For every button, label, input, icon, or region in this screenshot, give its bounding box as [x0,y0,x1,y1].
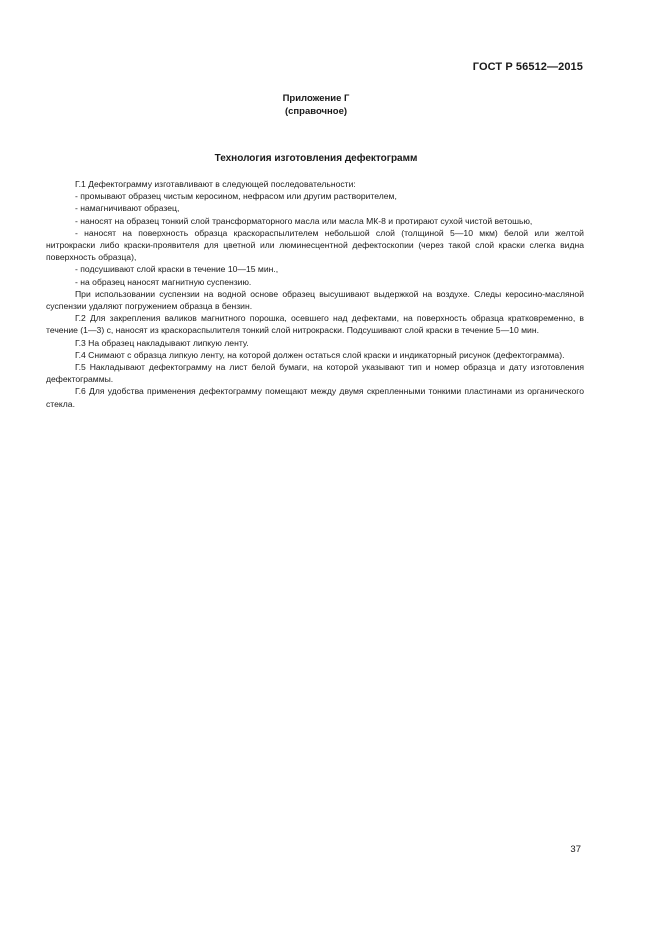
appendix-subtitle: (справочное) [284,106,348,117]
page-number: 37 [570,844,581,855]
paragraph: Г.2 Для закрепления валиков магнитного порошка, осевшего над дефектами, на поверхность образца кратковременно, в течение (1—3) с, наносят из краскораспылителя тонкий слой нитрокраски. Подсушивают слой краски в течение 5—10 мин. [46,313,584,336]
paragraph: Г.6 Для удобства применения дефектограмму помещают между двумя скрепленными тонкими пластинами из органического стекла. [46,386,584,409]
paragraph: Г.5 Накладывают дефектограмму на лист белой бумаги, на которой указывают тип и номер образца и дату изготовления дефектограммы. [46,362,584,385]
paragraph: - промывают образец чистым керосином, нефрасом или другим растворителем, [75,191,397,202]
paragraph: - подсушивают слой краски в течение 10—15 мин., [75,264,279,275]
document-number: ГОСТ Р 56512—2015 [472,61,583,73]
paragraph: Г.1 Дефектограмму изготавливают в следующей последовательности: [75,179,356,189]
paragraph: Г.4 Снимают с образца липкую ленту, на которой должен остаться слой краски и индикаторный рисунок (дефектограмма). [75,349,565,360]
paragraph: - наносят на поверхность образца краскораспылителем небольшой слой (толщиной 5—10 мкм) белой или желтой нитрокраски либо краски-проявителя для цветной или люминесцентной дефектоскопии (через такой слой краски слегка видна поверхность образца), [46,227,584,263]
body-text [46,178,584,410]
paragraph: - на образец наносят магнитную суспензию. [75,276,252,287]
appendix-heading [0,92,632,118]
paragraph: При использовании суспензии на водной основе образец высушивают выдержкой на воздухе. Следы керосино-масляной суспензии удаляют погружением образца в бензин. [46,288,584,312]
appendix-title: Приложение Г [282,93,350,104]
paragraph: - намагничивают образец, [75,203,180,214]
section-title: Технология изготовления дефектограмм [214,153,418,164]
paragraph: - наносят на образец тонкий слой трансформаторного масла или масла МК-8 и протирают сухой чистой ветошью, [75,215,533,226]
paragraph: Г.3 На образец накладывают липкую ленту. [75,337,249,348]
